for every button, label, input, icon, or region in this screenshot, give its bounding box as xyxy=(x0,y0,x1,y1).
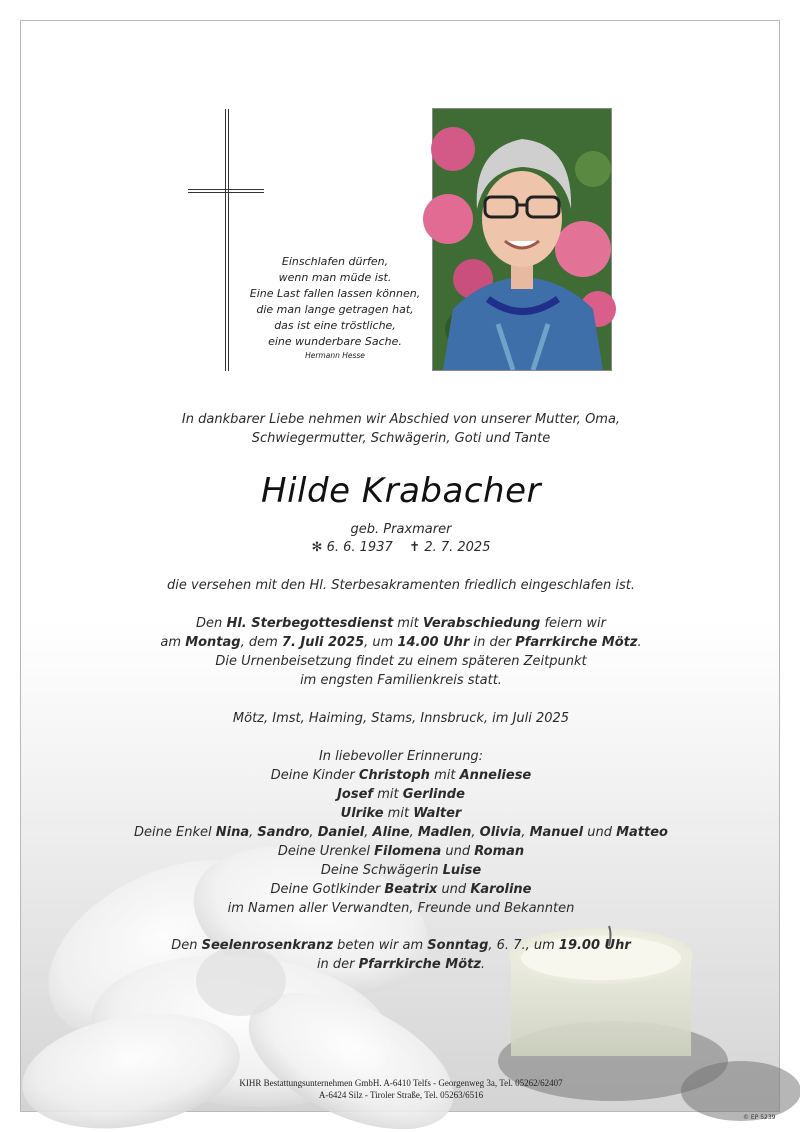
text: , xyxy=(471,825,480,840)
service-line-1 xyxy=(21,616,781,631)
text: Deine Kinder xyxy=(270,768,359,783)
text: , dem xyxy=(240,635,282,650)
mourner-name: Nina xyxy=(215,825,250,840)
text: Deine Urenkel xyxy=(277,844,375,859)
text: und xyxy=(583,825,617,840)
poem-line: Einschlafen dürfen, xyxy=(281,255,389,268)
obituary-card xyxy=(20,20,780,1121)
text: mit xyxy=(393,616,423,631)
mourner-name: Roman xyxy=(474,844,525,859)
text: Deine Enkel xyxy=(134,825,216,840)
mourners-children-2 xyxy=(21,787,781,802)
text: , xyxy=(364,825,373,840)
rosary-title: Seelenrosenkranz xyxy=(201,938,333,953)
intro-line-1: In dankbarer Liebe nehmen wir Abschied von unserer Mutter, Oma, xyxy=(181,412,621,427)
mourners-grandchildren xyxy=(21,825,781,840)
mourners-godchildren xyxy=(21,882,781,897)
rosary-line-1 xyxy=(21,938,781,953)
mourner-name: Filomena xyxy=(374,844,442,859)
text: Deine Gotlkinder xyxy=(270,882,385,897)
life-dates xyxy=(21,540,781,555)
mourner-name: Luise xyxy=(442,863,482,878)
mourner-name: Aline xyxy=(372,825,410,840)
text: , xyxy=(409,825,418,840)
died-icon: ✝ xyxy=(409,540,421,555)
mourner-name: Daniel xyxy=(317,825,365,840)
text: beten wir am xyxy=(332,938,428,953)
mourner-name: Manuel xyxy=(529,825,584,840)
text: , xyxy=(309,825,318,840)
copyright-mark: © EP 5239 xyxy=(743,1114,776,1121)
footer-line-2: A-6424 Silz - Tiroler Straße, Tel. 05263/6516 xyxy=(318,1090,484,1100)
text: und xyxy=(441,844,475,859)
mourner-name: Karoline xyxy=(470,882,532,897)
text: , 6. 7., um xyxy=(488,938,559,953)
mourner-name: Sandro xyxy=(257,825,310,840)
mourner-name: Beatrix xyxy=(384,882,438,897)
text: mit xyxy=(373,787,403,802)
mourners-children-1 xyxy=(21,768,781,783)
mourners-closing: im Namen aller Verwandten, Freunde und Bekannten xyxy=(227,901,575,916)
text: und xyxy=(437,882,471,897)
farewell: Verabschiedung xyxy=(422,616,541,631)
poem-line: Eine Last fallen lassen können, xyxy=(249,287,421,300)
service-line-2 xyxy=(21,635,781,650)
mourners-great-grandchildren xyxy=(21,844,781,859)
text: . xyxy=(480,957,486,972)
urn-line-1: Die Urnenbeisetzung findet zu einem späteren Zeitpunkt xyxy=(215,654,587,669)
born-icon: ✻ xyxy=(311,540,323,555)
intro-line-2: Schwiegermutter, Schwägerin, Goti und Tante xyxy=(251,431,551,446)
mourner-name: Olivia xyxy=(479,825,522,840)
rosary-day: Sonntag xyxy=(427,938,489,953)
mourner-name: Walter xyxy=(413,806,462,821)
mourners-heading: In liebevoller Erinnerung: xyxy=(318,749,484,764)
service-type: Hl. Sterbegottesdienst xyxy=(226,616,394,631)
mourner-name: Ulrike xyxy=(340,806,384,821)
text: . xyxy=(637,635,642,650)
portrait-photo xyxy=(432,108,612,371)
mourner-name: Matteo xyxy=(616,825,668,840)
mourner-name: Anneliese xyxy=(459,768,532,783)
mourner-name: Madlen xyxy=(417,825,472,840)
service-date: 7. Juli 2025 xyxy=(281,635,365,650)
service-day: Montag xyxy=(185,635,241,650)
mourner-name: Gerlinde xyxy=(402,787,465,802)
rosary-location: Pfarrkirche Mötz xyxy=(358,957,481,972)
text: in der xyxy=(469,635,516,650)
footer-line-1: KIHR Bestattungsunternehmen GmbH. A-6410 Telfs - Georgenweg 3a, Tel. 05262/62407 xyxy=(239,1078,563,1088)
text: , um xyxy=(364,635,398,650)
mourner-name: Josef xyxy=(337,787,374,802)
deceased-name: Hilde Krabacher xyxy=(261,471,541,511)
text: am xyxy=(160,635,186,650)
text: mit xyxy=(383,806,414,821)
portrait-image xyxy=(433,109,611,370)
poem-line: wenn man müde ist. xyxy=(278,271,392,284)
text: Deine Schwägerin xyxy=(320,863,443,878)
poem-line: eine wunderbare Sache. xyxy=(268,335,402,348)
rosary-time: 19.00 Uhr xyxy=(558,938,631,953)
poem xyxy=(233,254,437,362)
poem-line: die man lange getragen hat, xyxy=(256,303,414,316)
mourner-name: Christoph xyxy=(358,768,430,783)
died-date: 2. 7. 2025 xyxy=(424,540,491,555)
urn-line-2: im engsten Familienkreis statt. xyxy=(300,673,502,688)
passing-text: die versehen mit den Hl. Sterbesakramenten friedlich eingeschlafen ist. xyxy=(167,578,635,593)
places-date: Mötz, Imst, Haiming, Stams, Innsbruck, im Juli 2025 xyxy=(232,711,570,726)
rosary-line-2 xyxy=(21,957,781,972)
maiden-name: geb. Praxmarer xyxy=(350,522,452,537)
poem-line: das ist eine tröstliche, xyxy=(274,319,396,332)
text: , xyxy=(521,825,530,840)
text: in der xyxy=(316,957,359,972)
text: Den xyxy=(196,616,227,631)
mourners-children-3 xyxy=(21,806,781,821)
mourners-sister-in-law xyxy=(21,863,781,878)
text: mit xyxy=(429,768,460,783)
text: feiern wir xyxy=(540,616,606,631)
service-time: 14.00 Uhr xyxy=(397,635,470,650)
service-location: Pfarrkirche Mötz xyxy=(515,635,638,650)
poem-author: Hermann Hesse xyxy=(305,351,365,360)
text: Den xyxy=(171,938,202,953)
text: , xyxy=(249,825,258,840)
born-date: 6. 6. 1937 xyxy=(326,540,393,555)
